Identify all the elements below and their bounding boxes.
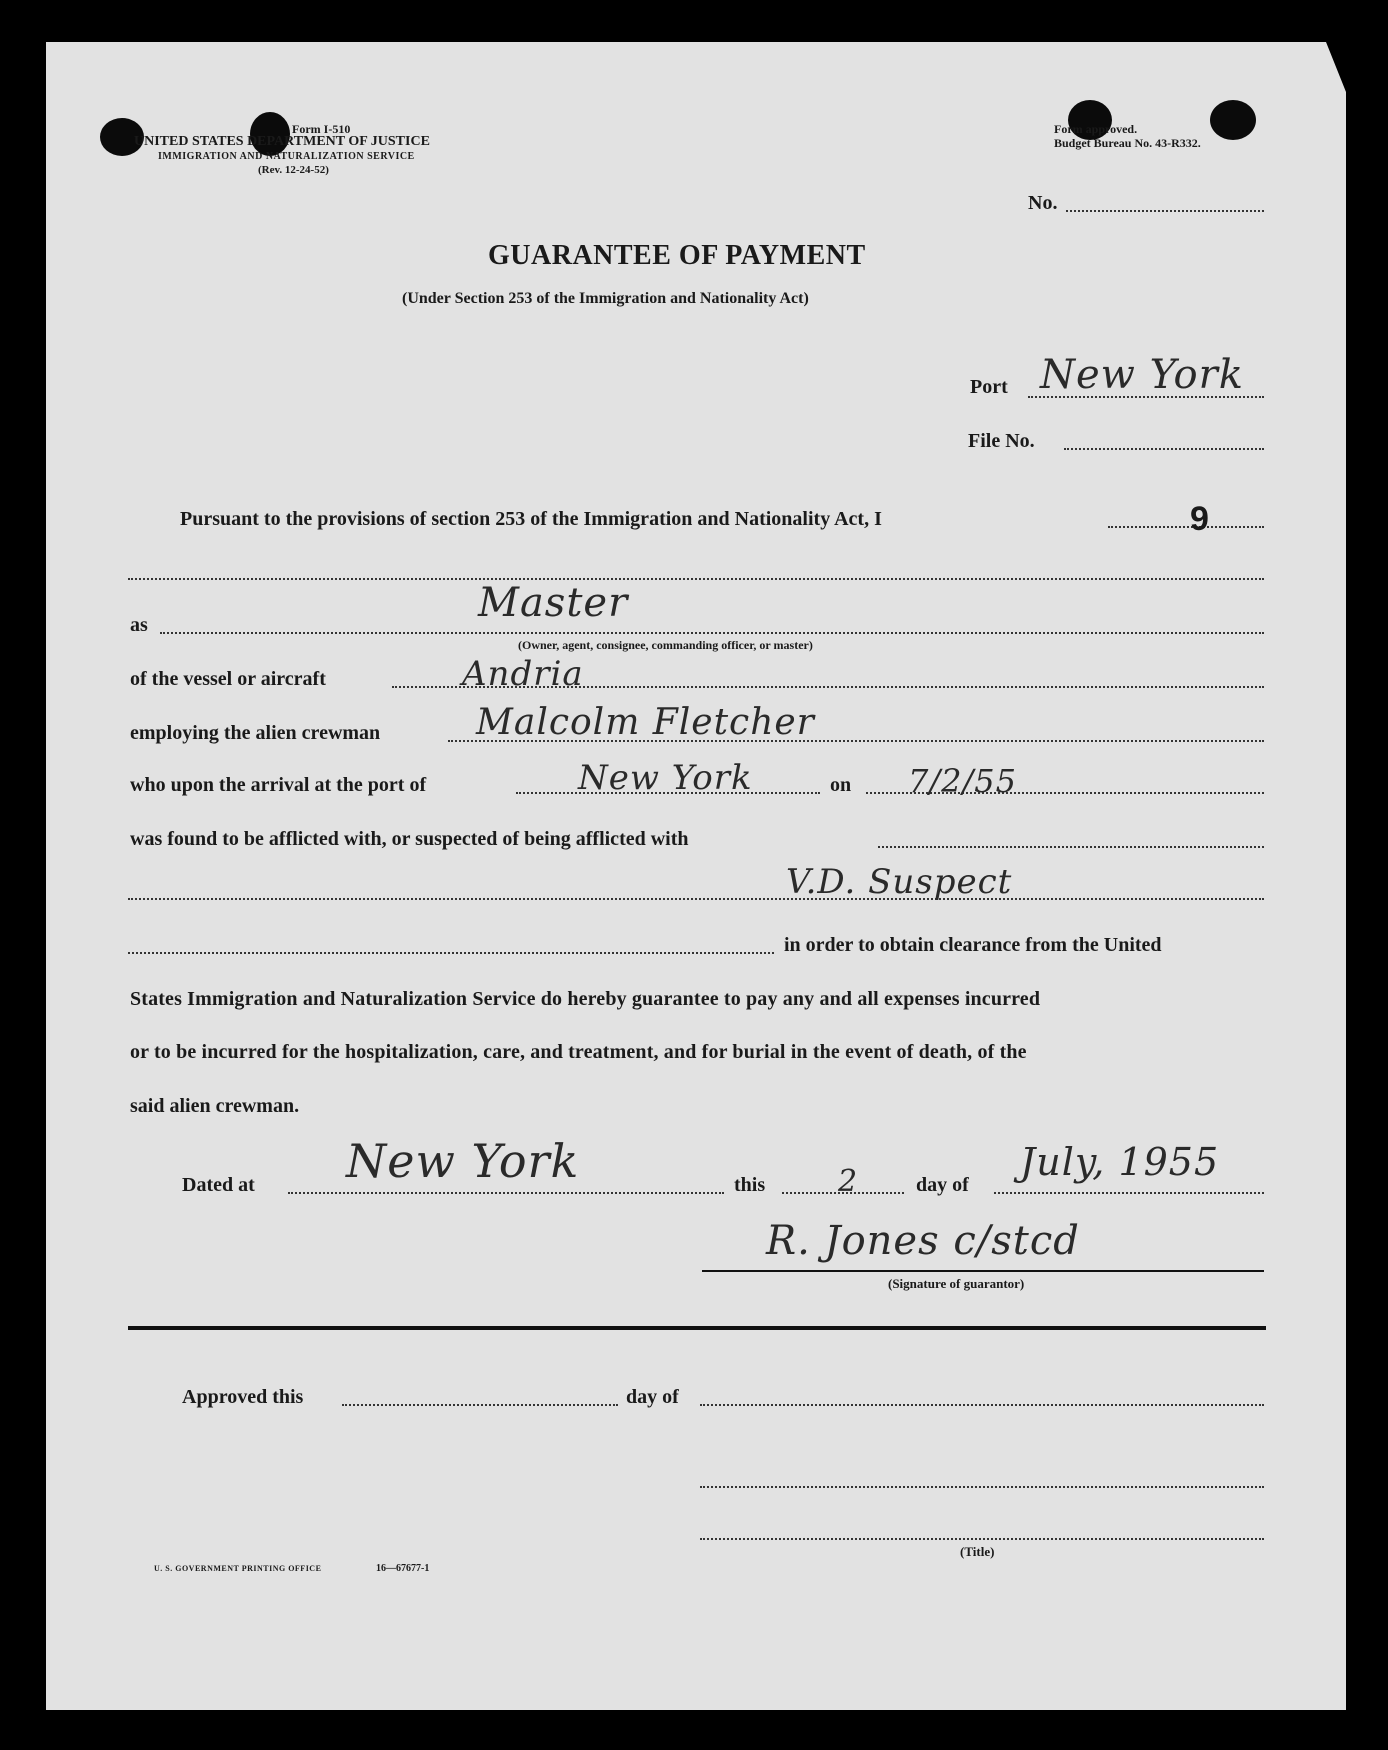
title-caption: (Title) [960, 1544, 995, 1559]
approved-month-line [700, 1404, 1264, 1406]
form-number: Form I-510 [292, 122, 351, 136]
crewman-value: Malcolm Fletcher [476, 702, 815, 743]
signature-line [702, 1270, 1264, 1272]
as-line [160, 632, 1264, 634]
number-label: No. [1028, 192, 1058, 214]
punch-hole [1210, 100, 1256, 140]
approved-label: Approved this [182, 1386, 304, 1408]
port-label: Port [970, 376, 1008, 398]
guarantor-name-line [1108, 526, 1264, 528]
on-label: on [830, 774, 852, 796]
arrival-label: who upon the arrival at the port of [130, 774, 427, 796]
arrival-port-value: New York [578, 758, 753, 798]
section-divider [128, 1326, 1266, 1330]
crewman-label: employing the alien crewman [130, 722, 381, 744]
stamp-mark: 9 [1190, 500, 1209, 538]
guarantor-line-2 [128, 578, 1264, 580]
vessel-label: of the vessel or aircraft [130, 668, 326, 690]
approved-day-line [342, 1404, 618, 1406]
afflicted-value: V.D. Suspect [786, 862, 1013, 902]
dated-at-value: New York [346, 1134, 580, 1188]
month-year-value: July, 1955 [1020, 1140, 1220, 1184]
dated-at-label: Dated at [182, 1174, 255, 1196]
revision-date: (Rev. 12-24-52) [258, 164, 329, 176]
afflicted-line [878, 846, 1264, 848]
file-number-label: File No. [968, 430, 1035, 452]
month-year-line [994, 1192, 1264, 1194]
print-code: 16—67677-1 [376, 1563, 430, 1574]
clearance-text: in order to obtain clearance from the United [784, 934, 1162, 956]
as-caption: (Owner, agent, consignee, commanding officer, or master) [518, 638, 813, 652]
day-of-label: day of [916, 1174, 969, 1196]
guarantor-signature: R. Jones c/stcd [766, 1218, 1080, 1264]
form-subtitle: (Under Section 253 of the Immigration and Nationality Act) [402, 290, 809, 307]
pursuant-text: Pursuant to the provisions of section 253 of the Immigration and Nationality Act, I [180, 508, 882, 530]
guarantee-paragraph-line3: said alien crewman. [130, 1095, 300, 1117]
approved-title-line [700, 1538, 1264, 1540]
approved-signature-line [700, 1486, 1264, 1488]
form-approved: Form approved. [1054, 122, 1138, 136]
port-value: New York [1040, 352, 1244, 398]
file-number-line [1064, 448, 1264, 450]
signature-caption: (Signature of guarantor) [888, 1276, 1025, 1291]
vessel-value: Andria [462, 654, 584, 694]
this-label: this [734, 1174, 766, 1196]
number-line [1066, 210, 1264, 212]
afflicted-line-3 [128, 952, 774, 954]
afflicted-label: was found to be afflicted with, or suspected of being afflicted with [130, 828, 689, 850]
department-name: UNITED STATES DEPARTMENT OF JUSTICE [134, 134, 430, 149]
guarantee-paragraph-line2: or to be incurred for the hospitalization, care, and treatment, and for burial in the event of death, of the [130, 1041, 1027, 1063]
approved-day-of-label: day of [626, 1386, 679, 1408]
guarantee-paragraph-line1: States Immigration and Naturalization Service do hereby guarantee to pay any and all expenses incurred [130, 988, 1041, 1010]
as-value: Master [478, 580, 629, 626]
day-value: 2 [838, 1164, 859, 1199]
dated-at-line [288, 1192, 724, 1194]
printer-imprint: U. S. GOVERNMENT PRINTING OFFICE [154, 1564, 322, 1573]
afflicted-line-2 [128, 898, 1264, 900]
service-name: IMMIGRATION AND NATURALIZATION SERVICE [158, 151, 415, 162]
form-title: GUARANTEE OF PAYMENT [488, 240, 866, 271]
budget-bureau-number: Budget Bureau No. 43-R332. [1054, 136, 1201, 150]
arrival-date-value: 7/2/55 [908, 762, 1017, 800]
as-label: as [130, 614, 148, 636]
